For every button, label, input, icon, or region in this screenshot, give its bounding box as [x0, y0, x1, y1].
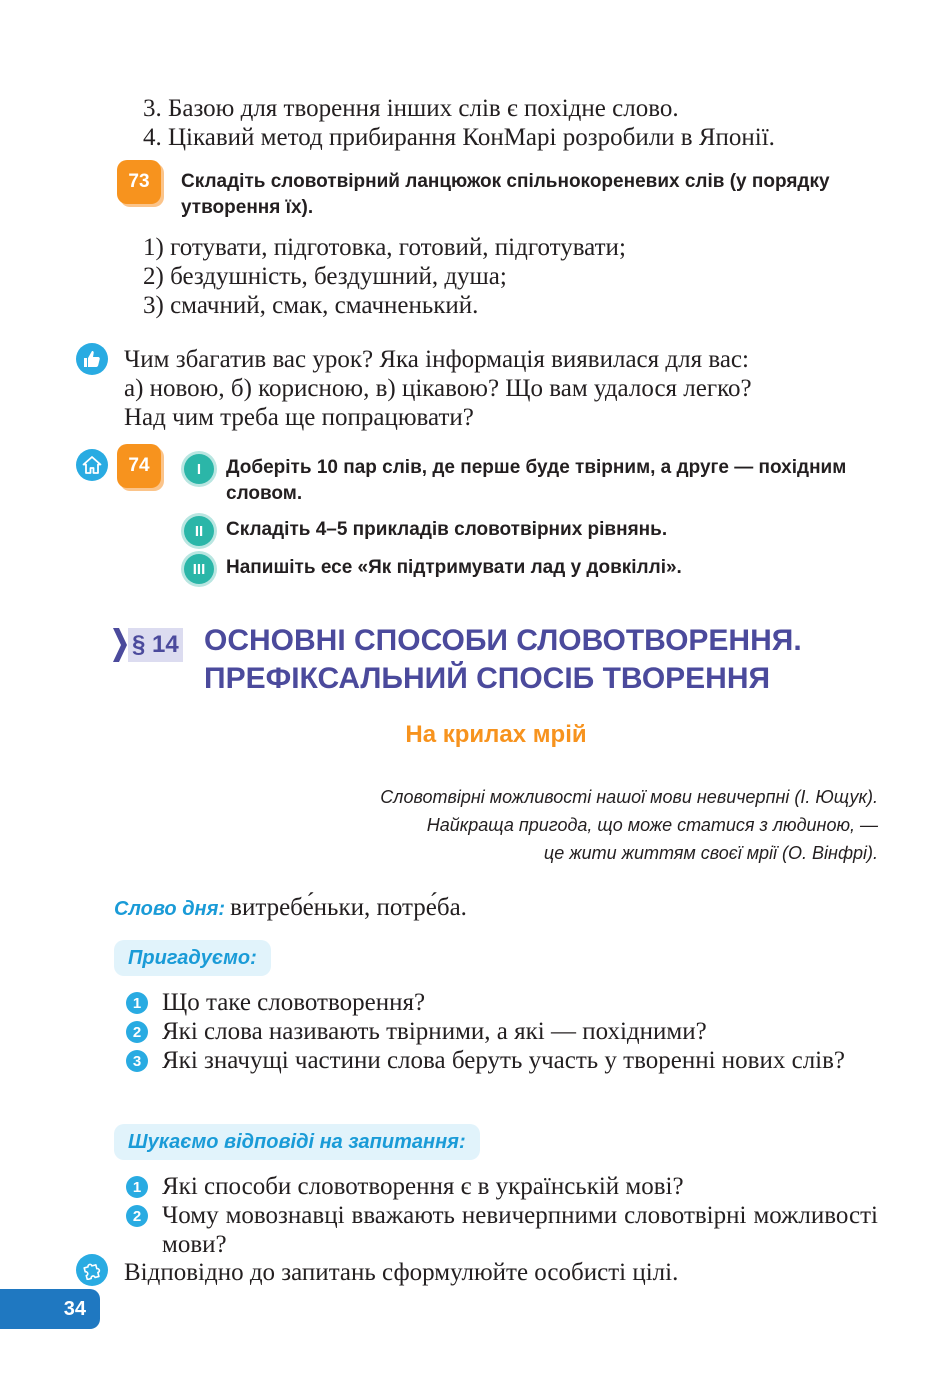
level-badge-3: III [184, 554, 214, 584]
section-title-line1: ОСНОВНІ СПОСОБИ СЛОВОТВОРЕННЯ. [204, 624, 802, 657]
level-badge-2: II [184, 516, 214, 546]
recall-label: Пригадуємо: [114, 940, 271, 976]
list-item: Чому мовознавці вважають невичерпними словотвірні можливості мови? [162, 1202, 878, 1258]
task-instruction: Складіть словотвірний ланцюжок спільнокореневих слів (у порядку утворення їх). [181, 171, 830, 218]
word-of-day-value: витребе́ньки, потре́ба. [230, 894, 467, 921]
number-bullet: 2 [126, 1205, 148, 1227]
thumbs-up-icon [76, 343, 108, 375]
list-item: 2) бездушність, бездушний, душа; [143, 263, 507, 290]
section-number: § 14 [128, 628, 183, 662]
list-item: Що таке словотворення? [162, 989, 426, 1016]
list-item: 4. Цікавий метод прибирання КонМарі розробили в Японії. [143, 124, 775, 151]
task-level-text: Напишіть есе «Як підтримувати лад у довкіллі». [226, 557, 682, 578]
section-title-line2: ПРЕФІКСАЛЬНИЙ СПОСІБ ТВОРЕННЯ [204, 662, 771, 695]
number-bullet: 3 [126, 1050, 148, 1072]
page-number: 34 [0, 1289, 100, 1329]
task-level-text: Складіть 4–5 прикладів словотвірних рівнянь. [226, 519, 668, 540]
level-badge-1: I [184, 454, 214, 484]
search-label: Шукаємо відповіді на запитання: [114, 1124, 480, 1160]
reflection-text: Над чим треба ще попрацювати? [124, 404, 474, 431]
list-item: Які способи словотворення є в українській мові? [162, 1173, 684, 1200]
reflection-text: Чим збагатив вас урок? Яка інформація виявилася для вас: [124, 346, 749, 373]
list-item: 3. Базою для творення інших слів є похідне слово. [143, 95, 679, 122]
section-subtitle: На крилах мрій [405, 721, 587, 748]
list-item: Які значущі частини слова беруть участь у творенні нових слів? [162, 1047, 846, 1074]
number-bullet: 1 [126, 1176, 148, 1198]
epigraph-line: Найкраща пригода, що може статися з людиною, — [426, 815, 878, 835]
task-number-badge: 74 [117, 444, 161, 488]
epigraph-line: це жити життям своєї мрії (О. Вінфрі). [543, 843, 878, 863]
goals-text: Відповідно до запитань сформулюйте особисті цілі. [124, 1259, 679, 1286]
list-item: Які слова називають твірними, а які — похідними? [162, 1018, 707, 1045]
task-level-text: Доберіть 10 пар слів, де перше буде твірним, а друге — похідним словом. [226, 457, 847, 504]
home-icon [76, 449, 108, 481]
task-number-badge: 73 [117, 160, 161, 204]
epigraph-line: Словотвірні можливості нашої мови невичерпні (І. Ющук). [380, 787, 878, 807]
epigraph [380, 783, 878, 867]
number-bullet: 1 [126, 992, 148, 1014]
list-item: 3) смачний, смак, смачненький. [143, 292, 479, 319]
reflection-text: а) новою, б) корисною, в) цікавою? Що вам удалося легко? [124, 375, 752, 402]
puzzle-icon [76, 1254, 108, 1286]
list-item: 1) готувати, підготовка, готовий, підготувати; [143, 234, 626, 261]
section-marker [113, 628, 127, 662]
word-of-day-label: Слово дня: [114, 898, 226, 920]
number-bullet: 2 [126, 1021, 148, 1043]
word-of-day [114, 893, 467, 922]
